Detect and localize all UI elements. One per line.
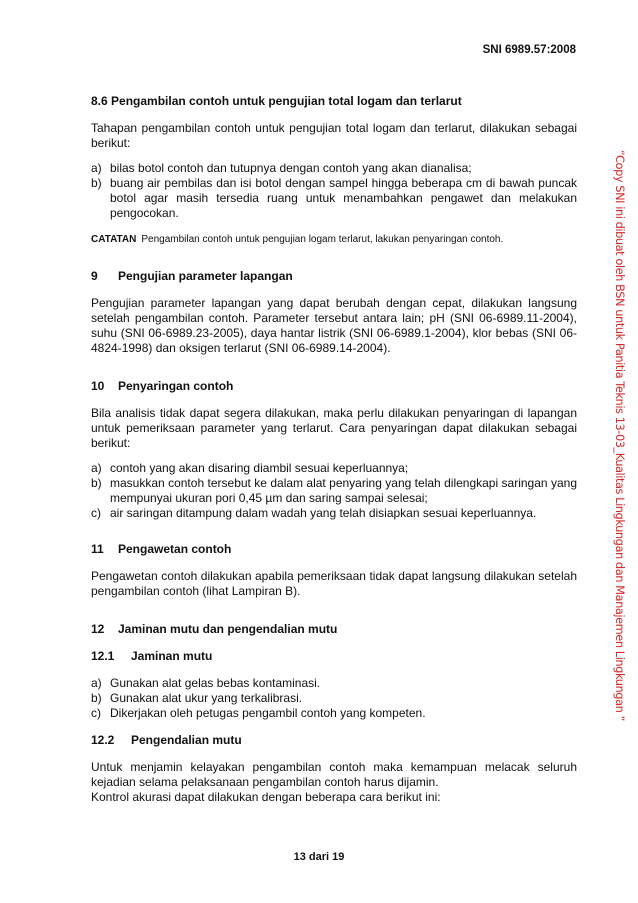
section-title: Jaminan mutu (131, 649, 213, 663)
section-9-heading (91, 269, 577, 284)
list-item (91, 706, 577, 721)
list-item-text: buang air pembilas dan isi botol dengan sampel hingga beberapa cm di bawah puncak botol agar masih tersedia ruang untuk menambahkan pengawet dan melakukan pengocokan. (110, 176, 577, 220)
section-10-body: Bila analisis tidak dapat segera dilakukan, maka perlu dilakukan penyaringan di lapangan untuk pemeriksaan parameter yang terlarut. Cara penyaringan dapat dilakukan sebagai berikut: (91, 406, 577, 450)
section-title: Pengujian parameter lapangan (118, 269, 293, 283)
section-number: 12.2 (91, 733, 115, 747)
note (91, 233, 577, 246)
section-9-body: Pengujian parameter lapangan yang dapat berubah dengan cepat, dilakukan langsung setelah pengambilan contoh. Parameter tersebut antara lain; pH (SNI 06-6989.11-2004), suhu (SNI 06-6989.23-2005), daya hantar listrik (SNI 06-6989.1-2004), klor bebas (SNI 06-4824-1998) dan oksigen terlarut (SNI 06-6989.14-2004). (91, 296, 577, 355)
section-12-heading (91, 622, 577, 637)
list-item (91, 476, 577, 506)
section-number: 11 (91, 542, 104, 556)
section-title: Penyaringan contoh (118, 379, 234, 393)
section-12-2-heading (91, 733, 577, 748)
list-item (91, 176, 577, 221)
page-content (91, 94, 577, 805)
list-item-text: air saringan ditampung dalam wadah yang telah disiapkan sesuai keperluannya. (110, 506, 537, 520)
page-number: 13 dari 19 (293, 851, 345, 863)
list-marker: b) (91, 176, 102, 190)
list-marker: a) (91, 676, 102, 690)
list-item (91, 676, 577, 691)
list-marker: a) (91, 161, 102, 175)
list-item-text: masukkan contoh tersebut ke dalam alat penyaring yang telah dilengkapi saringan yang mempunyai ukuran pori 0,45 µm dan saring sampai selesai; (110, 476, 577, 505)
section-11-body: Pengawetan contoh dilakukan apabila pemeriksaan tidak dapat langsung dilakukan setelah pengambilan contoh (lihat Lampiran B). (91, 569, 577, 598)
section-title: Pengendalian mutu (131, 733, 242, 747)
copyright-watermark: “Copy SNI ini dibuat oleh BSN untuk Panitia Teknis 13-03_Kualitas Lingkungan dan Manajemen Lingkungan ” (613, 150, 627, 721)
section-8-6-intro: Tahapan pengambilan contoh untuk pengujian total logam dan terlarut, dilakukan sebagai berikut: (91, 121, 577, 150)
section-12-2-body: Untuk menjamin kelayakan pengambilan contoh maka kemampuan melacak seluruh kejadian selama pelaksanaan pengambilan contoh harus dijamin. (91, 760, 577, 789)
list-item (91, 506, 577, 521)
section-12-2-body-continued: Kontrol akurasi dapat dilakukan dengan beberapa cara berikut ini: (91, 790, 441, 804)
list-item-text: bilas botol contoh dan tutupnya dengan contoh yang akan dianalisa; (110, 161, 472, 175)
section-number: 10 (91, 379, 105, 393)
section-number: 9 (91, 269, 98, 283)
section-8-6-list (91, 161, 577, 221)
note-text: Pengambilan contoh untuk pengujian logam terlarut, lakukan penyaringan contoh. (141, 234, 504, 245)
list-item-text: Dikerjakan oleh petugas pengambil contoh yang kompeten. (110, 706, 426, 720)
note-label: CATATAN (91, 234, 137, 245)
list-marker: b) (91, 691, 102, 705)
list-marker: b) (91, 476, 102, 490)
list-marker: a) (91, 461, 102, 475)
section-number: 12.1 (91, 649, 115, 663)
section-number: 12 (91, 622, 105, 636)
list-item-text: Gunakan alat ukur yang terkalibrasi. (110, 691, 303, 705)
section-10-list (91, 461, 577, 521)
list-item-text: Gunakan alat gelas bebas kontaminasi. (110, 676, 321, 690)
section-title: Jaminan mutu dan pengendalian mutu (118, 622, 338, 636)
section-title: Pengawetan contoh (118, 542, 232, 556)
list-marker: c) (91, 706, 101, 720)
section-11-heading (91, 542, 577, 557)
list-item (91, 691, 577, 706)
section-12-1-list (91, 676, 577, 721)
document-code: SNI 6989.57:2008 (482, 44, 576, 56)
list-item (91, 161, 577, 176)
section-12-1-heading (91, 649, 577, 664)
list-item (91, 461, 577, 476)
section-10-heading (91, 379, 577, 394)
section-8-6-heading: 8.6 Pengambilan contoh untuk pengujian total logam dan terlarut (91, 94, 462, 108)
list-item-text: contoh yang akan disaring diambil sesuai keperluannya; (110, 461, 409, 475)
list-marker: c) (91, 506, 101, 520)
